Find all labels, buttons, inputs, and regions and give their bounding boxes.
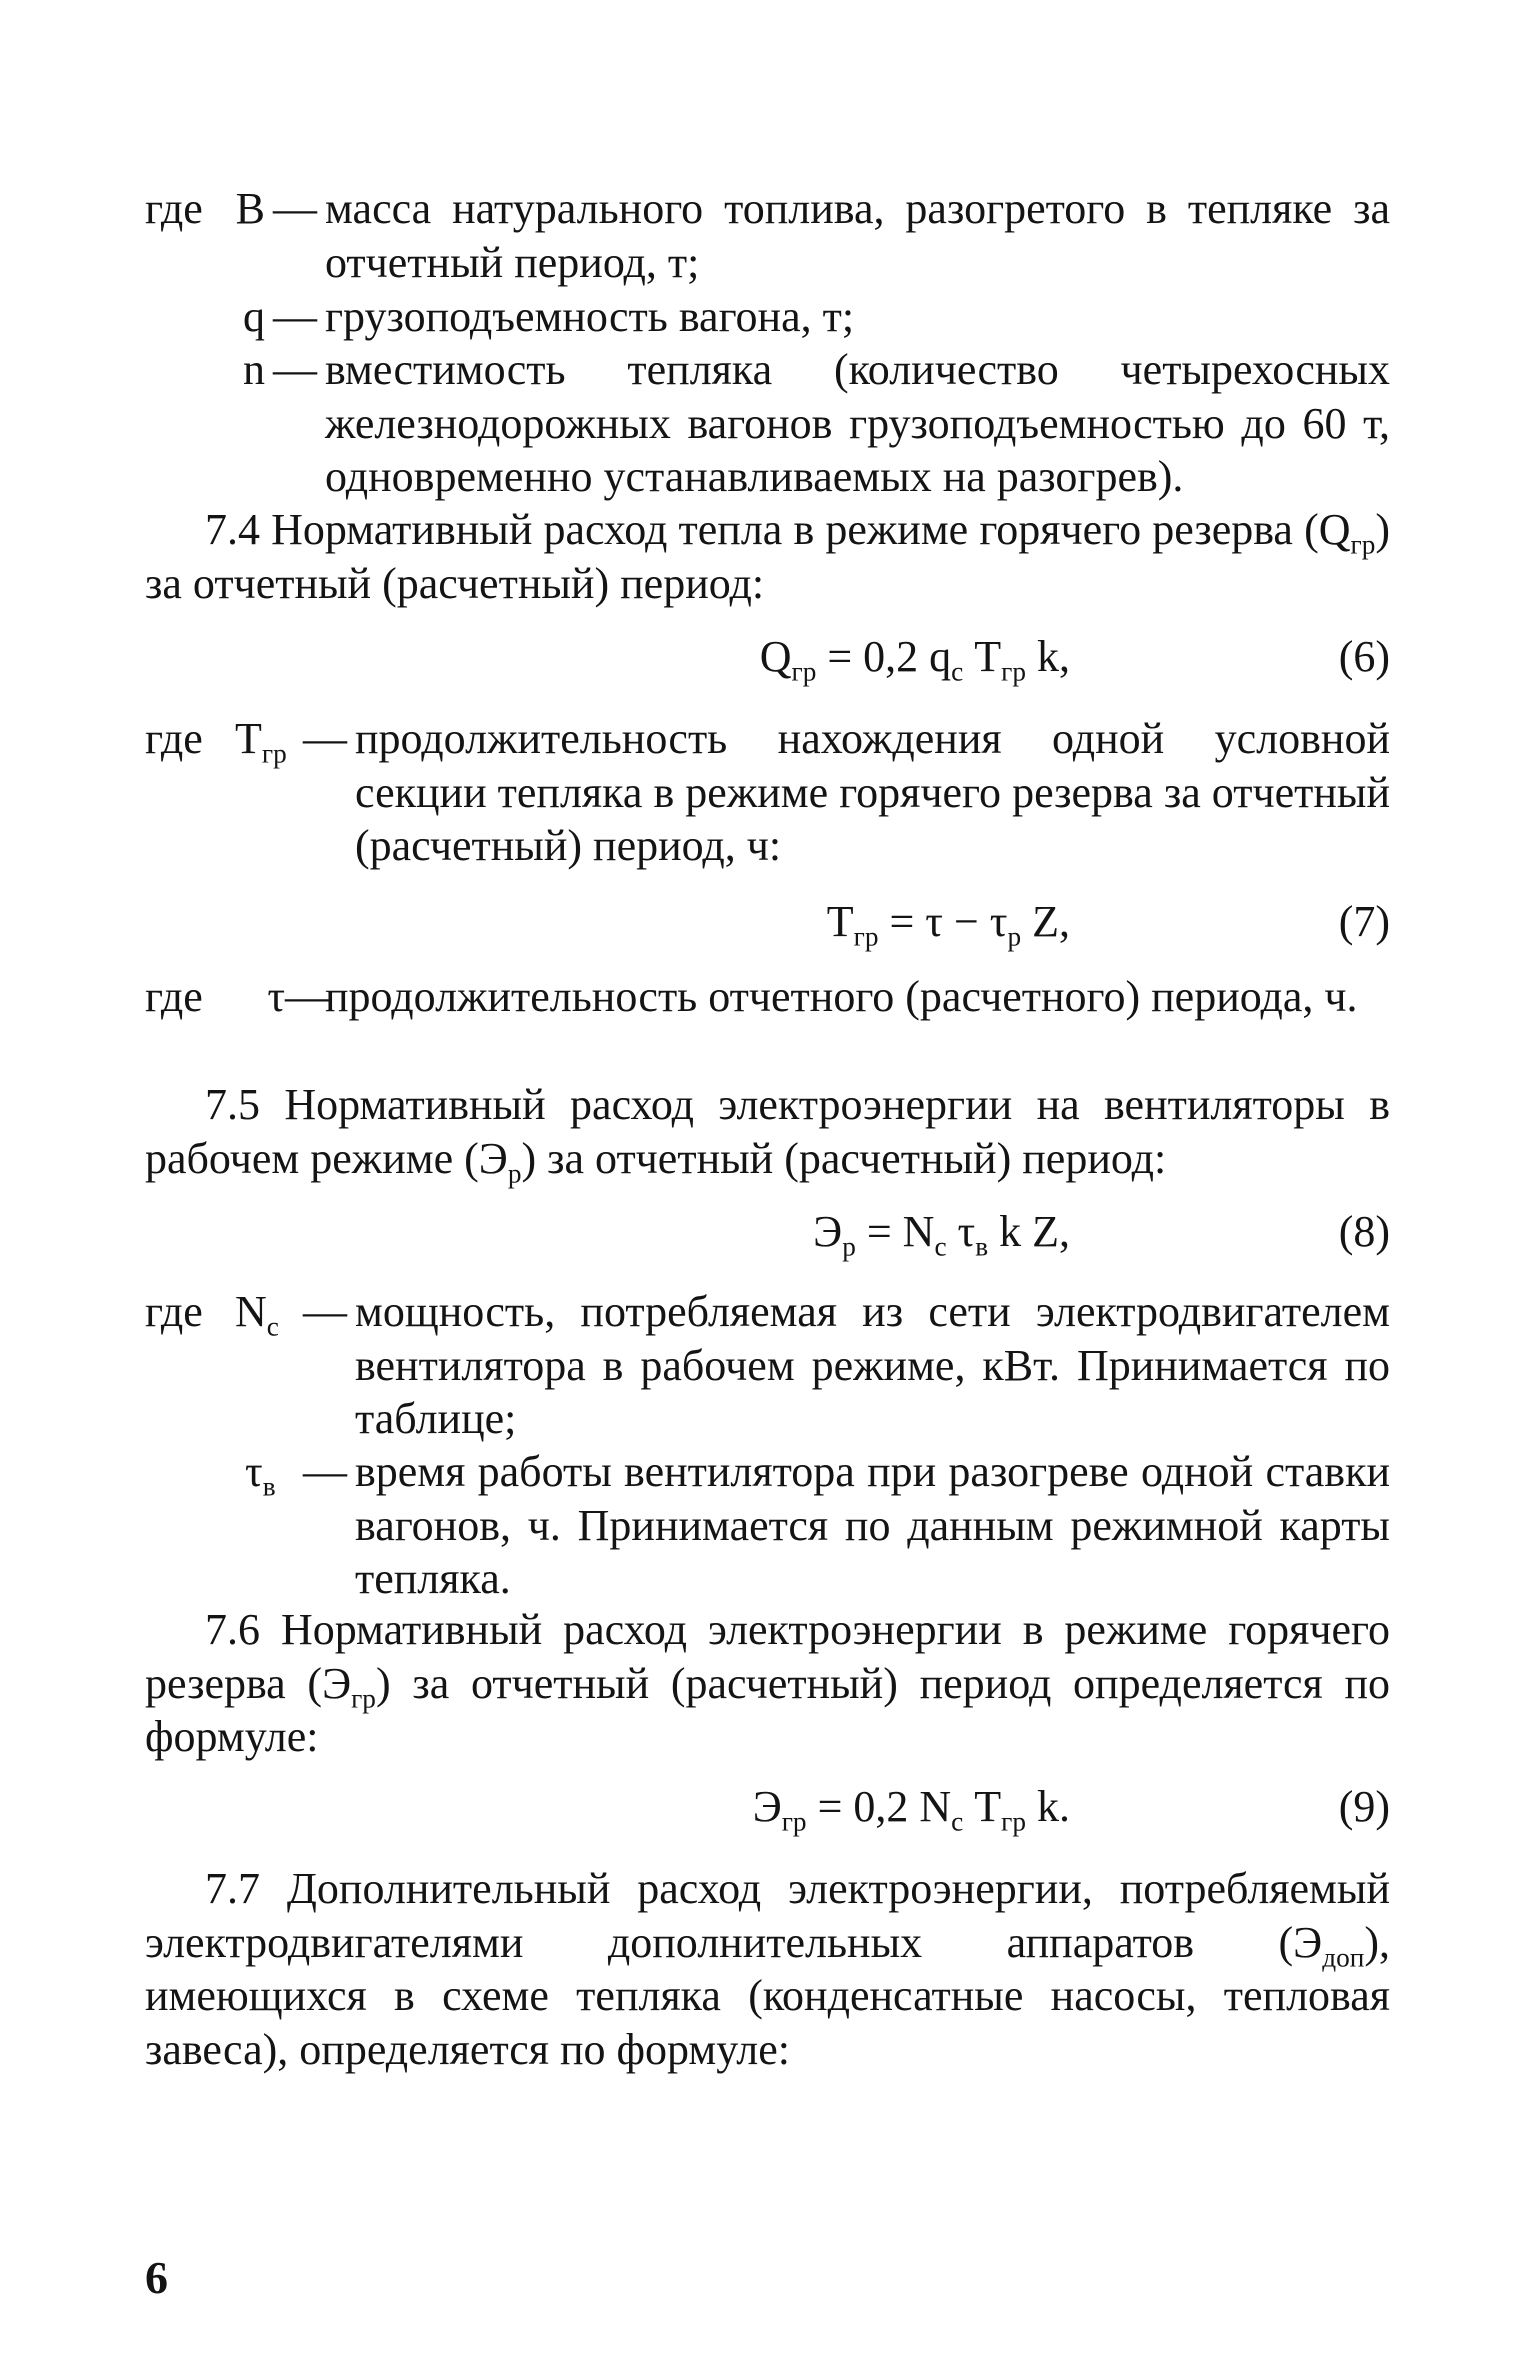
subscript: р xyxy=(507,1158,522,1189)
subscript: гр xyxy=(351,1683,376,1714)
paragraph-text-end: ), имеющихся в схеме тепляка (конденсатные насосы, тепловая завеса), определяется по формуле: xyxy=(145,1917,1390,2075)
formula-expression: $Э_р = N_с$ $\tau_в$ k Z, xyxy=(813,1207,1070,1262)
dash: — xyxy=(285,972,329,1021)
formula-number: (8) xyxy=(1338,1207,1390,1256)
page-number: 6 xyxy=(145,2252,168,2303)
definition-tau-v xyxy=(145,1445,1390,1606)
symbol-tau-v: $\tau_в$ xyxy=(245,1447,276,1502)
where-label: где xyxy=(145,972,203,1021)
symbol-b: B xyxy=(235,184,265,233)
definition-t-gr xyxy=(145,712,1390,873)
dash: — xyxy=(273,292,317,341)
formula-number: (6) xyxy=(1338,632,1390,681)
definition-text: мощность, потребляемая из сети электродвигателем вентилятора в рабочем режиме, кВт. Принимается по таблице; xyxy=(355,1287,1390,1444)
definition-text: время работы вентилятора при разогреве одной ставки вагонов, ч. Принимается по данным режимной карты тепляка. xyxy=(355,1447,1390,1604)
paragraph-text-end: ) за отчетный (расчетный) период: xyxy=(521,1133,1167,1183)
formula-6 xyxy=(145,630,1390,690)
paragraph-text-end: ) за отчетный (расчетный) период определяется по формуле: xyxy=(145,1658,1390,1762)
symbol-n: n xyxy=(243,345,265,394)
subscript: гр xyxy=(1350,529,1376,560)
formula-expression: $T_{гр} = \tau - \tau_р$ Z, xyxy=(826,897,1070,952)
definition-text: масса натурального топлива, разогретого в тепляке за отчетный период, т; xyxy=(325,184,1390,287)
paragraph-7-7 xyxy=(145,1862,1390,2077)
definition-n-c xyxy=(145,1285,1390,1446)
dash: — xyxy=(303,1447,347,1496)
formula-expression: $Q_{гр} = 0,2$ $q_с$ $T_{гр}$ k, xyxy=(759,632,1070,687)
definition-text: продолжительность нахождения одной условной секции тепляка в режиме горячего резерва за отчетный (расчетный) период, ч: xyxy=(355,714,1390,871)
formula-number: (7) xyxy=(1338,897,1390,946)
paragraph-text: 7.5 Нормативный расход электроэнергии на вентиляторы в рабочем режиме (Э xyxy=(145,1080,1390,1183)
paragraph-7-4 xyxy=(145,503,1390,610)
definition-b xyxy=(145,182,1390,289)
definition-tau xyxy=(145,970,1390,1024)
subscript: доп xyxy=(1322,1942,1365,1973)
symbol-t-gr: $T_{гр}$ xyxy=(235,714,287,769)
dash: — xyxy=(273,184,317,233)
definition-text: продолжительность отчетного (расчетного) периода, ч. xyxy=(325,972,1358,1021)
formula-7 xyxy=(145,895,1390,955)
formula-expression: $Э_{гр} = 0,2$ $N_с$ $T_{гр}$ k. xyxy=(752,1782,1070,1837)
dash: — xyxy=(303,1287,347,1336)
formula-number: (9) xyxy=(1338,1782,1390,1831)
where-label: где xyxy=(145,1287,203,1336)
paragraph-7-6 xyxy=(145,1603,1390,1764)
paragraph-text: 7.4 Нормативный расход тепла в режиме горячего резерва (Q xyxy=(205,505,1351,554)
where-label: где xyxy=(145,184,203,233)
paragraph-text: 7.6 Нормативный расход электроэнергии в режиме горячего резерва (Э xyxy=(145,1605,1390,1708)
paragraph-7-5 xyxy=(145,1078,1390,1189)
symbol-q: q xyxy=(243,292,265,341)
symbol-tau: τ xyxy=(267,972,285,1021)
definition-n xyxy=(145,343,1390,504)
formula-9 xyxy=(145,1780,1390,1840)
definition-text: вместимость тепляка (количество четырехосных железнодорожных вагонов грузоподъемностью до 60 т, одновременно устанавливаемых на разогрев). xyxy=(325,345,1390,502)
dash: — xyxy=(273,345,317,394)
where-label: где xyxy=(145,714,203,763)
paragraph-text: 7.7 Дополнительный расход электроэнергии, потребляемый электродвигателями дополнительных аппаратов (Э xyxy=(145,1864,1390,1967)
dash: — xyxy=(303,714,347,763)
paragraph-text-end: ) за отчетный (расчетный) период: xyxy=(145,505,1390,608)
formula-8 xyxy=(145,1205,1390,1265)
definition-text: грузоподъемность вагона, т; xyxy=(325,292,855,341)
symbol-n-c: $N_с$ xyxy=(235,1287,279,1342)
definition-q xyxy=(145,290,1390,344)
